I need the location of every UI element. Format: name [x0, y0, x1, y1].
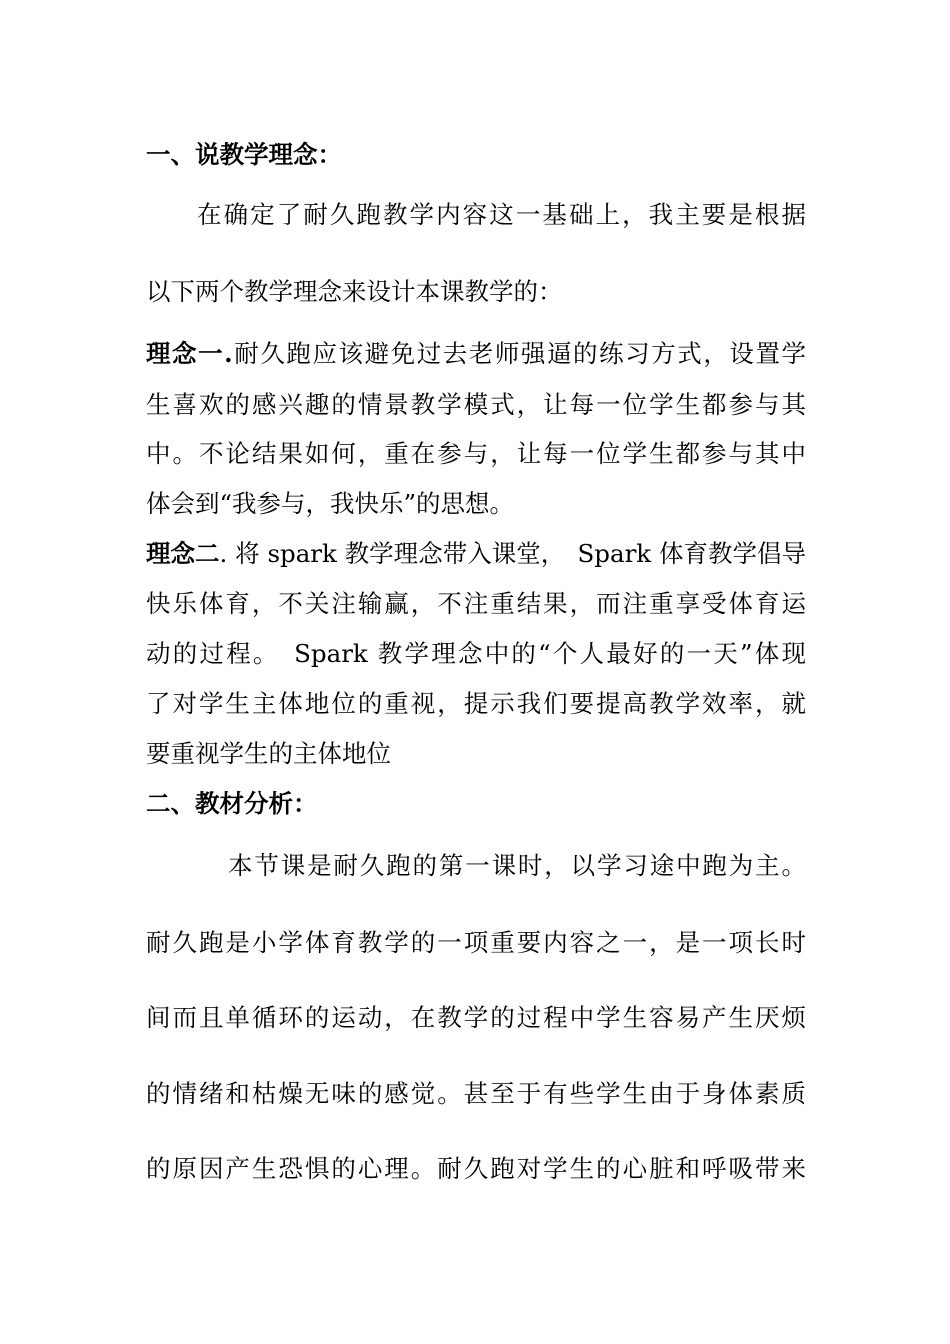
concept-two-line — [146, 538, 806, 570]
section-heading-teaching-philosophy: 一、说教学理念： — [146, 140, 342, 169]
paragraph-line: 本节课是耐久跑的第一课时，以学习途中跑为主。 — [228, 851, 806, 880]
concept-one-text: 耐久跑应该避免过去老师强逼的练习方式，设置学 — [232, 339, 806, 368]
paragraph-line: 要重视学生的主体地位 — [146, 739, 391, 768]
paragraph-line: 中。不论结果如何，重在参与，让每一位学生都参与其中 — [146, 439, 806, 468]
concept-one-label: 理念一. — [146, 339, 233, 368]
paragraph-line: 的原因产生恐惧的心理。耐久跑对学生的心脏和呼吸带来 — [146, 1154, 806, 1183]
paragraph-line: 体会到“我参与，我快乐”的思想。 — [146, 489, 515, 518]
paragraph-line: 耐久跑是小学体育教学的一项重要内容之一，是一项长时 — [146, 928, 806, 957]
section-heading-material-analysis: 二、教材分析： — [146, 789, 318, 818]
paragraph-line: 的情绪和枯燥无味的感觉。甚至于有些学生由于身体素质 — [146, 1079, 806, 1108]
paragraph-line: 间而且单循环的运动，在教学的过程中学生容易产生厌烦 — [146, 1003, 806, 1032]
paragraph-line: 以下两个教学理念来设计本课教学的： — [146, 277, 563, 306]
paragraph-line: 生喜欢的感兴趣的情景教学模式，让每一位学生都参与其 — [146, 390, 806, 419]
concept-one-line — [146, 338, 806, 370]
paragraph-line: 了对学生主体地位的重视，提示我们要提高教学效率，就 — [146, 689, 806, 718]
paragraph-line: 动的过程。 Spark 教学理念中的“个人最好的一天”体现 — [146, 639, 806, 668]
paragraph-line: 在确定了耐久跑教学内容这一基础上，我主要是根据 — [197, 200, 806, 229]
concept-two-label: 理念二 — [146, 539, 220, 568]
concept-two-text: . 将 spark 教学理念带入课堂， Spark 体育教学倡导 — [219, 539, 806, 568]
paragraph-line: 快乐体育，不关注输赢，不注重结果，而注重享受体育运 — [146, 589, 806, 618]
